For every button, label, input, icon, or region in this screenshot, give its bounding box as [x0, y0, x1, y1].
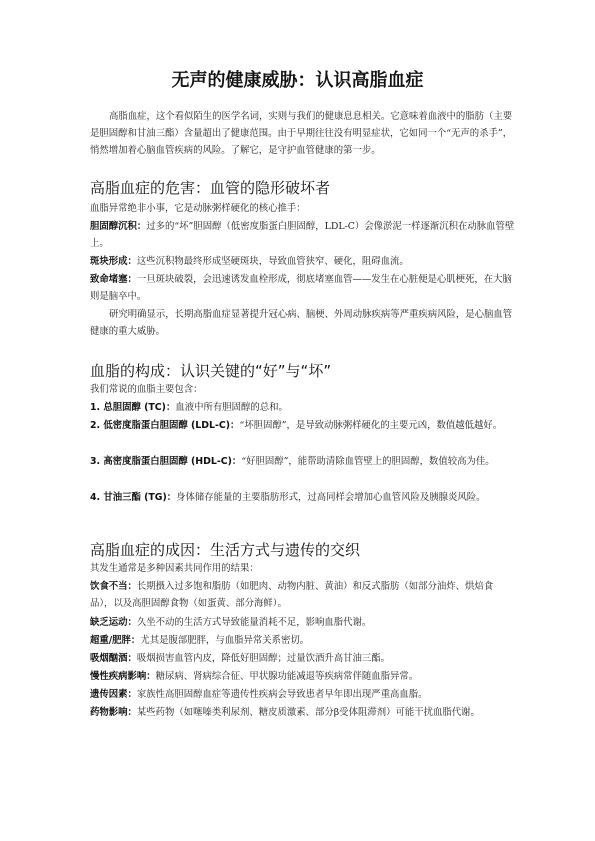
item-label: 药物影响： [90, 707, 137, 718]
section-closing-paragraph: 研究明确显示，长期高脂血症显著提升冠心病、脑梗、外周动脉疾病等严重疾病风险，是心脑血管健康的重大威胁。 [90, 309, 513, 337]
item-text: 尤其是腹部肥胖，与血脂异常关系密切。 [140, 635, 310, 646]
item-label: 吸烟酗酒： [90, 653, 137, 664]
item-label: 斑块形成： [90, 256, 137, 267]
list-item [90, 417, 516, 434]
list-item [90, 614, 516, 631]
list-item [90, 218, 516, 252]
intro-paragraph: 高脂血症，这个看似陌生的医学名词，实则与我们的健康息息相关。它意味着血液中的脂肪（主要是胆固醇和甘油三酯）含量超出了健康范围。由于早期往往没有明显症状，它如同一个“无声的杀手”，悄然增加着心脑血管疾病的风险。了解它，是守护血管健康的第一步。 [90, 111, 513, 156]
item-text: “好胆固醇”，能帮助清除血管壁上的胆固醇，数值较高为佳。 [241, 456, 495, 467]
item-label: 慢性疾病影响： [90, 671, 156, 682]
section-heading-harm: 高脂血症的危害：血管的隐形破坏者 [90, 179, 331, 197]
item-text: 家族性高胆固醇血症等遗传性疾病会导致患者早年即出现严重高血脂。 [136, 689, 428, 700]
item-label: 致命堵塞： [90, 274, 137, 285]
list-item [90, 704, 516, 721]
list-item [90, 253, 516, 270]
list-item [90, 578, 516, 612]
item-label: 3. 高密度脂蛋白胆固醇 (HDL-C)： [90, 456, 242, 467]
item-label: 2. 低密度脂蛋白胆固醇 (LDL-C)： [90, 420, 240, 431]
section-lead: 我们常说的血脂主要包含： [90, 384, 203, 395]
item-label: 胆固醇沉积： [90, 221, 147, 232]
list-item [90, 632, 516, 649]
document-title: 无声的健康威胁：认识高脂血症 [171, 70, 424, 91]
section-lead: 血脂异常绝非小事，它是动脉粥样硬化的核心推手： [90, 203, 306, 214]
item-text: “坏胆固醇”，是导致动脉粥样硬化的主要元凶，数值越低越好。 [239, 420, 503, 431]
item-text: 过多的“坏”胆固醇（低密度脂蛋白胆固醇，LDL-C）会像淤泥一样逐渐沉积在动脉血管壁上。 [90, 221, 515, 249]
item-label: 4. 甘油三酯 (TG)： [90, 492, 177, 503]
item-text: 一旦斑块破裂，会迅速诱发血栓形成，彻底堵塞血管——发生在心脏便是心肌梗死，在大脑则是脑卒中。 [90, 274, 512, 302]
list-item [90, 453, 516, 470]
item-label: 超重/肥胖： [90, 635, 141, 646]
list-item [90, 668, 516, 685]
item-label: 1. 总胆固醇 (TC)： [90, 402, 176, 413]
item-label: 饮食不当： [90, 581, 137, 592]
list-item [90, 489, 516, 506]
section-heading-composition: 血脂的构成：认识关键的“好”与“坏” [90, 362, 332, 380]
list-item [90, 686, 516, 703]
item-text: 长期摄入过多饱和脂肪（如肥肉、动物内脏、黄油）和反式脂肪（如部分油炸、烘焙食品），以及高胆固醇食物（如蛋黄、部分海鲜）。 [90, 581, 494, 609]
item-text: 这些沉积物最终形成坚硬斑块，导致血管狭窄、硬化，阻碍血流。 [136, 256, 409, 267]
item-text: 久坐不动的生活方式导致能量消耗不足，影响血脂代谢。 [136, 617, 372, 628]
list-item [90, 650, 516, 667]
list-item [90, 399, 516, 416]
list-item [90, 271, 516, 305]
item-text: 吸烟损害血管内皮，降低好胆固醇；过量饮酒升高甘油三酯。 [136, 653, 391, 664]
section-heading-causes: 高脂血症的成因：生活方式与遗传的交织 [90, 541, 361, 559]
item-label: 遗传因素： [90, 689, 137, 700]
item-text: 身体储存能量的主要脂肪形式，过高同样会增加心血管风险及胰腺炎风险。 [176, 492, 486, 503]
item-label: 缺乏运动： [90, 617, 137, 628]
item-text: 某些药物（如噻嗪类利尿剂、糖皮质激素、部分β受体阻滞剂）可能干扰血脂代谢。 [136, 707, 480, 718]
section-lead: 其发生通常是多种因素共同作用的结果： [90, 563, 259, 574]
item-text: 糖尿病、肾病综合征、甲状腺功能减退等疾病常伴随血脂异常。 [155, 671, 419, 682]
item-text: 血液中所有胆固醇的总和。 [175, 402, 288, 413]
